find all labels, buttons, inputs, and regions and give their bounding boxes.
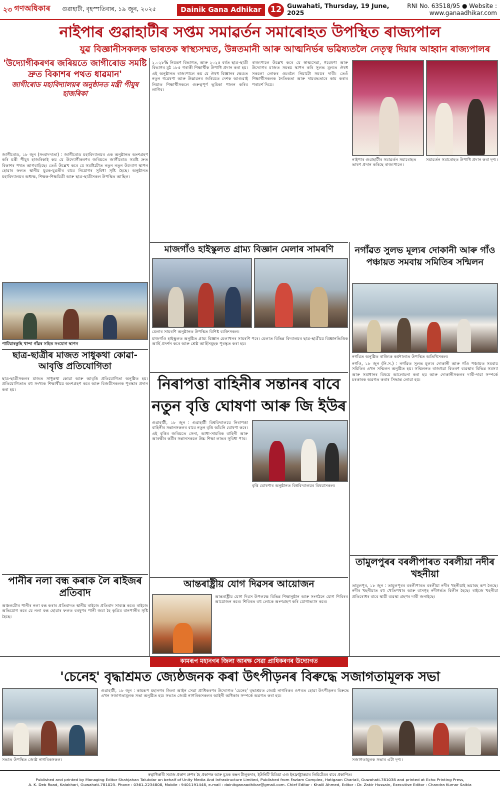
right-story-headline: নগাঁৱত সুলভ মূল্যৰ দোকানী আৰু গাঁও পঞ্চায়ত সমবায় সমিতিৰ সন্মিলন: [354, 246, 496, 268]
kamrup-band: কামৰূপ মহানগৰ জিলা আৰক্ষ সেৱা প্ৰাধিকৰণৰ উদ্যোগত: [150, 657, 348, 667]
divider: [2, 349, 148, 350]
science-fair-photo-1: [152, 258, 252, 328]
lead-photo-1: [352, 60, 424, 156]
left-story-headline: 'উদ্যোগীকৰণৰ জৰিয়তে জাগীৰোড সমষ্টি দ্ৰুত বিকাশৰ পথত ধাৱমান': [3, 59, 147, 80]
science-fair-caption: মেলাৰ সামৰণি অনুষ্ঠানত উপস্থিত বিশিষ্ট ব্যক্তিসকল।: [152, 329, 240, 334]
left-page-number: ২৩: [3, 5, 13, 14]
date-english: Guwahati, Thursday, 19 June, 2025: [287, 2, 390, 17]
kamrup-story-body: গুৱাহাটী, ১৮ জুন : কামৰূপ মহানগৰ জিলা আইন সেৱা প্ৰাধিকৰণৰ উদ্যোগত 'চেনেহ' বৃদ্ধাশ্ৰমত জ্যেষ্ঠ নাগৰিকৰ ওপৰত হোৱা উৎপীড়নৰ বিৰুদ্ধে এখন সজাগতামূলক সভা অনুষ্ঠিত হয়। সভাত জ্যেষ্ঠ নাগৰিকসকলৰ আইনী অধিকাৰ সম্পৰ্কে অৱগত কৰা হয়।: [101, 688, 349, 699]
security-story-body: গুৱাহাটী, ১৮ জুন : গুৱাহাটী বিশ্ববিদ্যালয়ে নিৰাপত্তা বাহিনীৰ সন্তানসকলৰ বাবে নতুন বৃত্তি আঁচনি ঘোষণা কৰে। এই বৃত্তিৰ জৰিয়তে সেনা, আধা-সামৰিক বাহিনী আৰু আৰক্ষীৰ কৰ্মীৰ সন্তানসকলে উচ্চ শিক্ষা লাভৰ সুবিধা পাব।: [152, 420, 248, 442]
kamrup-photo-1: [2, 688, 98, 756]
brand-logo: গণঅধিকাৰ: [14, 3, 51, 13]
rni-website: RNI No. 63518/95 ● Website : www.ganaadhikar.com: [407, 2, 497, 17]
science-fair-photo-2: [254, 258, 348, 328]
date-assamese: গুৱাহাটী, বৃহস্পতিবাৰ, ১৯ জুন, ২০২৫: [62, 6, 157, 13]
imprint-line-3: A. K. Deb Road, Kalakhari, Guwahati-781025. Phone : 0361-2234808, Mobile : 9401191448, e-mail : dainikganaadhikar@gmail.com. Chief Editor : Khalil Ahmed, Editor : Dr. Zakir Hussain, Executive Editor : Chandra Kumar Saikia: [28, 781, 472, 787]
kamrup-headline: 'চেনেহ' বৃদ্ধাশ্ৰমত জ্যেষ্ঠজনক কৰা উৎপীড়নৰ বিৰুদ্ধে সজাগতামূলক সভা: [59, 670, 441, 685]
drain-story-headline: পানীৰ নলা বন্ধ কৰাক লৈ ৰাইজৰ প্ৰতিবাদ: [8, 576, 142, 599]
river-headline: তামুলপুৰৰ বৰলীপাৰত বৰলীয়া নদীৰ খহনীয়া: [355, 557, 495, 580]
science-fair-body: মাজগাঁও হাইস্কুলত অনুষ্ঠিত গ্ৰাম্য বিজ্ঞান মেলাখনৰ সামৰণি পৰে। মেলাত বিভিন্ন বিদ্যালয়ৰ ছাত্ৰ-ছাত্ৰীয়ে বিজ্ঞানভিত্তিক আৰ্হি প্ৰদৰ্শন কৰে আৰু শ্ৰেষ্ঠ আৰ্হিসমূহক পুৰস্কৃত কৰা হয়।: [152, 336, 348, 347]
right-story-caption: নগাঁৱত অনুষ্ঠিত ৰাজ্যিক কৰ্মশালাত উপস্থিত অতিথিসকল।: [352, 354, 449, 359]
right-story-body: নগাঁও, ১৮ জুন (নি.স.) : নগাঁৱত সুলভ মূল্যৰ দোকানী আৰু গাঁও পঞ্চায়ত সমবায় সমিতিৰ এখন সন্মিলন অনুষ্ঠিত হয়। সন্মিলনত ৰাজহুৱা বিতৰণ ব্যৱস্থাৰ বিভিন্ন সমস্যা আৰু সমাধানৰ বিষয়ে আলোচনা কৰা হয় আৰু দোকানীসকলৰ দাবী-দাৱা সম্পৰ্কে চৰকাৰক অৱগত কৰাৰ সিদ্ধান্ত লোৱা হয়।: [352, 361, 498, 383]
divider: [150, 372, 348, 373]
left-story-body: জাগীৰোড, ১৮ জুন (সংবাদদাতা) : জাগীৰোড মহাবিদ্যালয়ৰ এক অনুষ্ঠানত অংশগ্ৰহণ কৰি মন্ত্ৰী পীযুষ হাজৰিকাই কয় যে উদ্যোগীকৰণৰ জৰিয়তে জাগীৰোড সমষ্টি দ্ৰুত বিকাশৰ পথত আগবাঢ়িছে। তেওঁ উল্লেখ কৰে যে সমষ্টিটোত নতুন নতুন উদ্যোগ স্থাপন হোৱাৰ ফলত স্থানীয় যুৱক-যুৱতীৰ বাবে নিয়োগৰ সুবিধা সৃষ্টি হৈছে। অনুষ্ঠানত মহাবিদ্যালয়ৰ অধ্যক্ষ, শিক্ষক-শিক্ষয়িত্ৰী আৰু ছাত্ৰ-ছাত্ৰীসকল উপস্থিত আছিল।: [2, 152, 148, 179]
lead-photo-2: [426, 60, 498, 156]
lead-photo-2-caption: সমাৱৰ্তন সমাৰোহত উপাধি প্ৰদান কৰা দৃশ্য।: [426, 157, 498, 162]
left-story-caption: পাটিয়াৰকুছি খান্দা গাঁৱৰ সহিত সংযোগ স্থাপন: [2, 341, 79, 346]
masthead: [0, 0, 500, 20]
imprint-line-2: Published and printed by Managing Editor Shahjahan Talukdar on behalf of Unity Media And Infrastructure Limited, Published from Fazlam Complex, Hatigaon Chariali, Guwahati-781038 and printed at Echo Printing Press,: [35, 776, 465, 782]
paper-name: Dainik Gana Adhikar: [177, 4, 265, 16]
left-story-subheadline: জাগীৰোড মহাবিদ্যালয়ৰ অনুষ্ঠানত মন্ত্ৰী পীযুষ হাজৰিকা: [11, 81, 139, 98]
masthead-logo: [0, 3, 62, 16]
lead-subheadline: যুৱ বিজ্ঞানীসকলক ভাৰতক স্বাস্থ্যসম্মত, উন্নতমানী আৰু আত্মনিৰ্ভৰ ভৱিষ্যতলৈ নেতৃত্ব দিয়াৰ আহ্বান ৰাজ্যপালৰ: [79, 44, 491, 55]
imprint-line-1: স্বত্বাধিকাৰী সমাজ প্ৰকাশ গ্ৰুপৰ হৈ প্ৰকাশক আৰু মুদ্ৰক ৰঞ্জন টালুকদাৰ, ইউনিটি মিডিয়া এণ্ড ইনফ্ৰাষ্ট্ৰাকচাৰ লিমিটেডৰ বাবে প্ৰকাশিত।: [148, 772, 352, 777]
lead-headline: নাইপাৰ গুৱাহাটীৰ সপ্তম সমাৱৰ্তন সমাৰোহত উপস্থিত ৰাজ্যপাল: [59, 23, 441, 41]
river-story-body: তামুলপুৰ, ১৮ জুন : তামুলপুৰৰ বৰলীপাৰত বৰলীয়া নদীৰ খহনীয়াই ভয়াবহ ৰূপ লৈছে। নদীৰ খহনীয়াত বহু খেতিপথাৰ আৰু বাসগৃহ নদীগৰ্ভত বিলীন হৈছে। ৰাইজে খহনীয়া প্ৰতিৰোধৰ বাবে স্থায়ী ব্যৱস্থা গ্ৰহণৰ দাবী জনাইছে।: [352, 583, 498, 599]
divider: [150, 242, 348, 243]
drain-story-body: অঞ্চলটোৰ পানীৰ নলা বন্ধ কৰাৰ প্ৰতিবাদত স্থানীয় ৰাইজে প্ৰতিবাদ সাব্যস্ত কৰে। ৰাইজে অভিযোগ কৰে যে নলা বন্ধ হোৱাৰ ফলত বৰষুণৰ পানী জমা হৈ কৃত্ৰিম বানপানীৰ সৃষ্টি হৈছে।: [2, 603, 148, 619]
right-story-photo: [352, 283, 498, 353]
kamrup-caption-2: সজাগতামূলক সভাৰ এটা দৃশ্য।: [352, 757, 403, 762]
yoga-photo: [152, 594, 212, 654]
kamrup-caption-1: সভাত উপস্থিত জ্যেষ্ঠ নাগৰিকসকল।: [2, 757, 63, 762]
lead-story-body-col2: ৰাজ্যপালে উল্লেখ কৰে যে স্বাস্থ্যসেৱা, গৱেষণা আৰু উদ্যোগৰ মাজত সমন্বয় স্থাপন কৰি সুলভ মূল্যত ঔষধ সকলো লোকৰ ওচৰলৈ নিয়াটো সময়ৰ দাবী। তেওঁ শিক্ষাৰ্থীসকলক নৈতিকতা আৰু দায়বদ্ধতাৰে কাম কৰাৰ পৰামৰ্শ দিয়ে।: [252, 60, 348, 87]
security-headline-1: নিৰাপত্তা বাহিনীৰ সন্তানৰ বাবে: [157, 375, 341, 393]
divider: [350, 555, 498, 556]
column-divider: [149, 58, 150, 656]
lead-photo-1-caption: নাইপাৰ গুৱাহাটীৰ সমাৱৰ্তন সমাৰোহত ভাষণ প্ৰদান কৰিছে ৰাজ্যপালে।: [352, 157, 417, 168]
security-story-caption: বৃত্তি ঘোষণাৰ অনুষ্ঠানত বিশ্ববিদ্যালয়ৰ বিষয়াসকল।: [252, 483, 336, 488]
imprint-footer: [0, 770, 500, 804]
lead-story-body-col1: ২.০২৮% নিয়ন্ত্ৰণ বিভাগত, আৰু ২০২৫ বৰ্ষত ছাত্ৰ-ছাত্ৰী বিভাগৰ মুঠ ১৮৫ গৰাকী শিক্ষাৰ্থীক উপাধি প্ৰদান কৰা হয়। এই অনুষ্ঠানত ৰাজ্যপালে কয় যে ঔষধ বিজ্ঞানৰ ক্ষেত্ৰত নতুন গৱেষণা আৰু উদ্ভাৱনৰ জৰিয়তে দেশক আগুৱাই নিয়াত শিক্ষাৰ্থীসকলে গুৰুত্বপূৰ্ণ ভূমিকা পালন কৰিব লাগিব।: [152, 60, 248, 93]
yoga-story-body: আন্তৰাষ্ট্ৰীয় যোগ দিৱস উপলক্ষে বিভিন্ন শিক্ষানুষ্ঠান আৰু সংগঠনে যোগ শিবিৰৰ আয়োজন কৰে। শিবিৰত বহু লোকে অংশগ্ৰহণ কৰি যোগাভ্যাস কৰে।: [215, 594, 348, 605]
left-story-headline-block: [2, 59, 148, 99]
security-story-photo: [252, 420, 348, 482]
student-story-body: ছাত্ৰ-ছাত্ৰীসকলৰ মাজত সাধুকথা কোৱা আৰু আবৃত্তি প্ৰতিযোগিতা অনুষ্ঠিত হয়। প্ৰতিযোগিতাত বহু সংখ্যক শিক্ষাৰ্থীয়ে অংশগ্ৰহণ কৰে আৰু বিজয়ীসকলক পুৰস্কাৰ প্ৰদান কৰা হয়।: [2, 376, 148, 392]
left-story-photo: [2, 282, 148, 340]
kamrup-photo-2: [352, 688, 498, 756]
divider: [2, 574, 148, 575]
column-divider: [349, 242, 350, 656]
page-number-badge: 12: [268, 3, 284, 17]
yoga-headline: আন্তৰাষ্ট্ৰীয় যোগ দিৱসৰ আয়োজন: [183, 579, 315, 590]
divider: [150, 577, 348, 578]
security-headline-2: নতুন বৃত্তি ঘোষণা আৰু জি ইউৰ: [151, 397, 347, 415]
student-story-headline: ছাত্ৰ-ছাত্ৰীৰ মাজত সাধুকথা কোৱা-আবৃত্তি প্ৰতিযোগিতা: [12, 351, 138, 372]
science-fair-headline: মাজগাঁও হাইস্কুলত গ্ৰাম্য বিজ্ঞান মেলাৰ সামৰণি: [164, 245, 334, 255]
